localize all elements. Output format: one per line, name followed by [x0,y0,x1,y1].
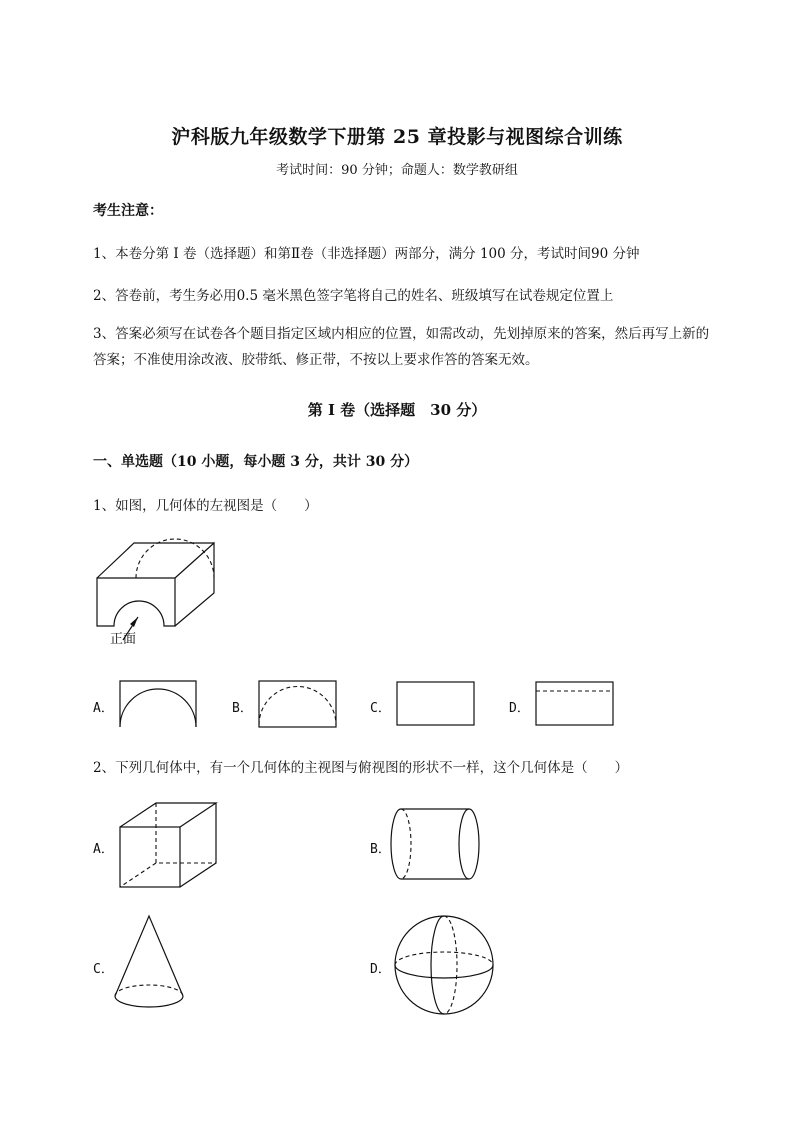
q1-option-d-figure [535,681,615,727]
front-label: 正面 [110,632,137,647]
q1-option-b-label[interactable]: B． [232,701,253,716]
q1-option-a-figure [119,679,199,729]
q1-option-b-figure [258,679,338,729]
q2-option-a-cube [118,801,218,891]
q1-option-a-label[interactable]: A． [93,701,114,716]
notice-heading: 考生注意： [93,203,163,219]
page-title: 沪科版九年级数学下册第 25 章投影与视图综合训练 [171,126,623,148]
q2-option-c-label[interactable]: C． [93,962,114,977]
q2-option-d-label[interactable]: D． [370,962,391,977]
q2-option-b-cylinder [391,807,483,883]
part-title: 一、单选题（10 小题，每小题 3 分，共计 30 分） [93,454,419,470]
q1-option-c-figure [396,681,476,727]
q2-option-c-cone [113,914,189,1014]
question-1-stem: 1、如图，几何体的左视图是（ ） [93,498,318,514]
q1-option-c-label[interactable]: C． [370,701,391,716]
q2-option-d-sphere [392,914,498,1016]
exam-info: 考试时间：90 分钟；命题人：数学教研组 [276,163,518,178]
q2-option-a-label[interactable]: A． [93,842,114,857]
notice-item-2: 2、答卷前，考生务必用0.5 毫米黑色签字笔将自己的姓名、班级填写在试卷规定位置上 [93,288,614,304]
q2-option-b-label[interactable]: B． [370,842,391,857]
notice-item-3: 3、答案必须写在试卷各个题目指定区域内相应的位置，如需改动，先划掉原来的答案，然后再写上新的答案；不准使用涂改液、胶带纸、修正带，不按以上要求作答的答案无效。 [93,326,710,368]
q1-option-d-label[interactable]: D． [509,701,530,716]
section-title: 第 I 卷（选择题 30 分） [307,401,487,419]
question-2-stem: 2、下列几何体中，有一个几何体的主视图与俯视图的形状不一样，这个几何体是（ ） [93,760,629,776]
notice-item-1: 1、本卷分第 I 卷（选择题）和第Ⅱ卷（非选择题）两部分，满分 100 分，考试时间90 分钟 [93,246,640,262]
